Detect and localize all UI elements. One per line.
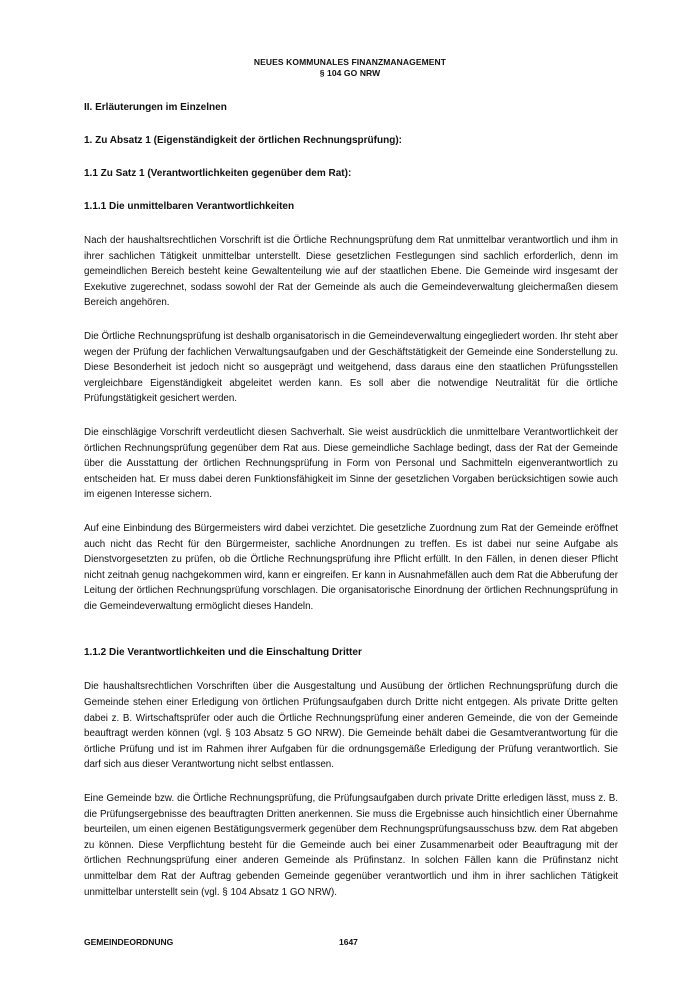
document-body xyxy=(84,101,618,918)
subsection-heading-1-1-2: 1.1.2 Die Verantwortlichkeiten und die Einschaltung Dritter xyxy=(84,647,362,659)
paragraph: Die haushaltsrechtlichen Vorschriften über die Ausgestaltung und Ausübung der örtlichen Rechnungsprüfung durch die Gemeinde stehen einer Erledigung von örtlichen Prüfungsaufgaben durch Dritte nicht entgegen. Als private Dritte gelten dabei z. B. Wirtschaftsprüfer oder auch die Örtliche Rechnungsprüfung einer anderen Gemeinde, die von der Gemeinde beauftragt werden können (vgl. § 103 Absatz 5 GO NRW). Die Gemeinde behält dabei die Gesamtverantwortung für die örtliche Prüfung und ist im Rahmen ihrer Aufgaben für die ordnungsgemäße Erledigung der Prüfung verantwortlich. Sie darf sich aus dieser Verantwortung nicht selbst entlassen. xyxy=(84,681,618,771)
satz-heading: 1.1 Zu Satz 1 (Verantwortlichkeiten gegenüber dem Rat): xyxy=(84,168,352,179)
paragraph: Eine Gemeinde bzw. die Örtliche Rechnungsprüfung, die Prüfungsaufgaben durch private Dritte erledigen lässt, muss z. B. die Prüfungsergebnisse des beauftragten Dritten anerkennen. Sie muss die Ergebnisse auch hinsichtlich einer Übernahme beurteilen, um einen eigenen Bestätigungsvermerk gegenüber dem Rechnungsprüfungsausschuss bzw. dem Rat abgeben zu können. Diese Verpflichtung besteht für die Gemeinde auch bei einer Zusammenarbeit oder Beauftragung mit der örtlichen Rechnungsprüfung einer anderen Gemeinde als Prüfinstanz. In solchen Fällen kann die Prüfinstanz nicht unmittelbar dem Rat der Auftrag gebenden Gemeinde gegenüber verantwortlich und ihm in ihrer sachlichen Tätigkeit unmittelbar unterstellt sein (vgl. § 104 Absatz 1 GO NRW). xyxy=(84,793,618,898)
paragraph: Die einschlägige Vorschrift verdeutlicht diesen Sachverhalt. Sie weist ausdrücklich die unmittelbare Verantwortlichkeit der örtlichen Rechnungsprüfung gegenüber dem Rat aus. Diese gemeindliche Sachlage bedingt, dass der Rat der Gemeinde über die Ausstattung der örtlichen Rechnungsprüfung in Form von Personal und Sachmitteln eigenverantwortlich zu entscheiden hat. Er muss dabei deren Funktionsfähigkeit im Sinne der gesetzlichen Vorgaben berücksichtigen sowie auch im eigenen Interesse sichern. xyxy=(84,426,618,501)
paragraph: Die Örtliche Rechnungsprüfung ist deshalb organisatorisch in die Gemeindeverwaltung eingegliedert worden. Ihr steht aber wegen der Prüfung der fachlichen Verwaltungsaufgaben und der Geschäftstätigkeit der Gemeinde eine Sonderstellung zu. Diese Besonderheit ist jedoch nicht so ausgeprägt und weitgehend, dass daraus eine den staatlichen Prüfungsstellen vergleichbare Eigenständigkeit abgeleitet werden kann. Es soll aber die notwendige Neutralität für die örtliche Prüfungstätigkeit gesichert werden. xyxy=(84,330,618,405)
paragraph: Nach der haushaltsrechtlichen Vorschrift ist die Örtliche Rechnungsprüfung dem Rat unmittelbar verantwortlich und ihm in ihrer sachlichen Tätigkeit unmittelbar unterstellt. Diese gesetzlichen Festlegungen sind sachlich erforderlich, denn im gemeindlichen Bereich besteht keine Gewaltenteilung wie auf der staatlichen Ebene. Die Gemeinde wird insgesamt der Exekutive zugerechnet, sodass sowohl der Rat der Gemeinde als auch die Gemeindeverwaltung gleichermaßen diesem Bereich angehören. xyxy=(84,235,618,309)
absatz-heading: 1. Zu Absatz 1 (Eigenständigkeit der örtlichen Rechnungsprüfung): xyxy=(84,135,402,146)
footer-label: GEMEINDEORDNUNG xyxy=(84,937,174,947)
header-subtitle: § 104 GO NRW xyxy=(319,68,381,78)
section-heading: II. Erläuterungen im Einzelnen xyxy=(84,102,227,113)
header-title: NEUES KOMMUNALES FINANZMANAGEMENT xyxy=(253,57,447,67)
subsection-heading-1-1-1: 1.1.1 Die unmittelbaren Verantwortlichkeiten xyxy=(84,201,295,212)
page-number: 1647 xyxy=(339,937,358,947)
paragraph: Auf eine Einbindung des Bürgermeisters wird dabei verzichtet. Die gesetzliche Zuordnung zum Rat der Gemeinde eröffnet auch nicht das Recht für den Bürgermeister, sachliche Anordnungen zu treffen. Es ist dabei nur seine Aufgabe als Dienstvorgesetzten zu prüfen, ob die Örtliche Rechnungsprüfung ihre Pflicht erfüllt. In den Fällen, in denen dieser Pflicht nicht zeitnah genug nachgekommen wird, kann er eingreifen. Er kann in Ausnahmefällen auch dem Rat die Abberufung der Leitung der örtlichen Rechnungsprüfung vorschlagen. Die organisatorische Einordnung der örtlichen Rechnungsprüfung in die Gemeindeverwaltung ermöglicht dieses Handeln. xyxy=(84,522,618,612)
page-header xyxy=(0,57,700,79)
